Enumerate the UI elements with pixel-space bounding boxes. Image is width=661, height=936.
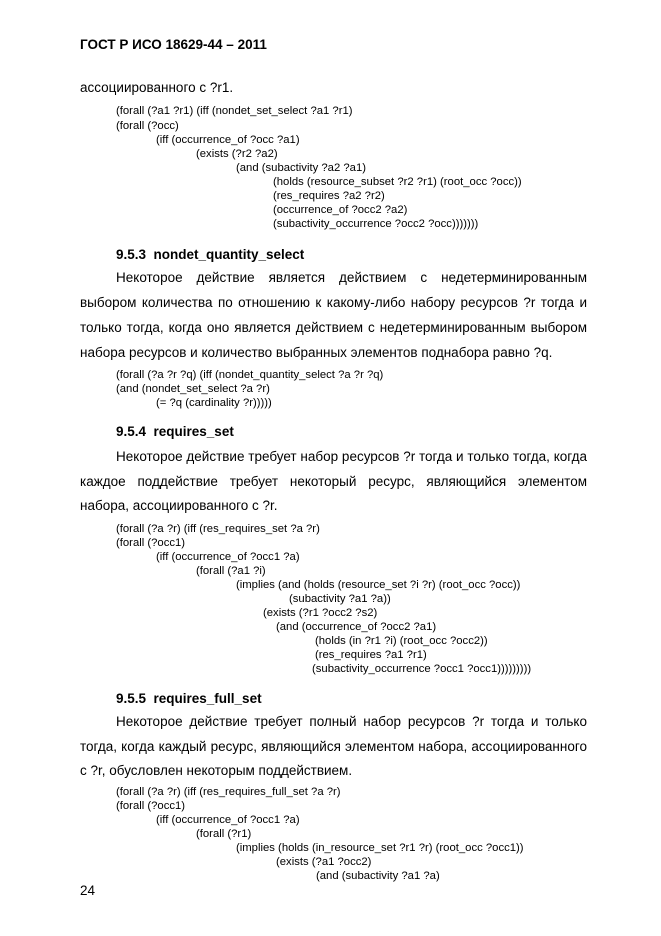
code-line: (exists (?a1 ?occ2) xyxy=(276,856,372,868)
code-line: (forall (?a ?r ?q) (iff (nondet_quantity_select ?a ?r ?q) xyxy=(116,369,384,381)
code-line: (holds (resource_subset ?r2 ?r1) (root_occ ?occ)) xyxy=(273,176,522,188)
section-heading-9-5-5: 9.5.5 requires_full_set xyxy=(116,691,262,706)
code-line: (implies (and (holds (resource_set ?i ?r) (root_occ ?occ)) xyxy=(236,579,521,591)
code-line: (forall (?a1 ?i) xyxy=(196,565,266,577)
page-number: 24 xyxy=(80,883,96,898)
code-line: (subactivity_occurrence ?occ2 ?occ))))))) xyxy=(273,218,479,230)
code-line: (res_requires ?a2 ?r2) xyxy=(273,190,385,202)
code-line: (iff (occurrence_of ?occ ?a1) xyxy=(156,134,300,146)
section-heading-9-5-3: 9.5.3 nondet_quantity_select xyxy=(116,247,305,262)
paragraph-continuation: ассоциированного с ?r1. xyxy=(80,80,234,95)
code-line: (= ?q (cardinality ?r))))) xyxy=(156,397,272,409)
document-header: ГОСТ Р ИСО 18629-44 – 2011 xyxy=(80,37,267,52)
code-line: (forall (?a ?r) (iff (res_requires_set ?a ?r) xyxy=(116,523,320,535)
paragraph-line: с ?r, обусловлен некоторым поддействием. xyxy=(80,763,353,778)
code-line: (and (subactivity ?a2 ?a1) xyxy=(236,162,366,174)
paragraph-line: выбором количества по отношению к какому-либо набору ресурсов ?r тогда и xyxy=(80,295,587,310)
paragraph-line: тогда, когда каждый ресурс, являющийся элементом набора, ассоциированного xyxy=(80,739,587,754)
code-line: (holds (in ?r1 ?i) (root_occ ?occ2)) xyxy=(315,635,488,647)
code-line: (subactivity_occurrence ?occ1 ?occ1))))))))) xyxy=(312,663,532,675)
code-line: (and (occurrence_of ?occ2 ?a1) xyxy=(276,621,437,633)
paragraph-line: только тогда, когда оно является действием с недетерминированным выбором xyxy=(80,320,587,335)
code-line: (exists (?r2 ?a2) xyxy=(196,148,278,160)
paragraph-line: набора ресурсов и количество выбранных элементов поднабора равно ?q. xyxy=(80,345,553,360)
code-line: (and (subactivity ?a1 ?a) xyxy=(316,870,440,882)
code-line: (iff (occurrence_of ?occ1 ?a) xyxy=(156,551,300,563)
code-line: (forall (?occ1) xyxy=(116,800,186,812)
paragraph-line: Некоторое действие требует набор ресурсов ?r тогда и только тогда, когда xyxy=(116,449,587,464)
paragraph-line: каждое поддействие требует некоторый ресурс, являющийся элементом xyxy=(80,474,587,489)
code-line: (forall (?occ) xyxy=(116,120,179,132)
paragraph-line: Некоторое действие является действием с недетерминированным xyxy=(116,270,587,285)
code-line: (forall (?occ1) xyxy=(116,537,186,549)
section-heading-9-5-4: 9.5.4 requires_set xyxy=(116,424,234,439)
code-line: (subactivity ?a1 ?a)) xyxy=(289,593,391,605)
code-line: (exists (?r1 ?occ2 ?s2) xyxy=(263,607,378,619)
code-line: (forall (?a1 ?r1) (iff (nondet_set_select ?a1 ?r1) xyxy=(116,105,353,117)
code-line: (and (nondet_set_select ?a ?r) xyxy=(116,383,270,395)
paragraph-line: Некоторое действие требует полный набор ресурсов ?r тогда и только xyxy=(116,714,587,729)
code-line: (forall (?a ?r) (iff (res_requires_full_set ?a ?r) xyxy=(116,786,341,798)
paragraph-line: набора, ассоциированного с ?r. xyxy=(80,498,278,513)
code-line: (iff (occurrence_of ?occ1 ?a) xyxy=(156,814,300,826)
code-line: (res_requires ?a1 ?r1) xyxy=(315,649,427,661)
code-line: (forall (?r1) xyxy=(196,828,252,840)
code-line: (implies (holds (in_resource_set ?r1 ?r) (root_occ ?occ1)) xyxy=(236,842,524,854)
code-line: (occurrence_of ?occ2 ?a2) xyxy=(273,204,408,216)
